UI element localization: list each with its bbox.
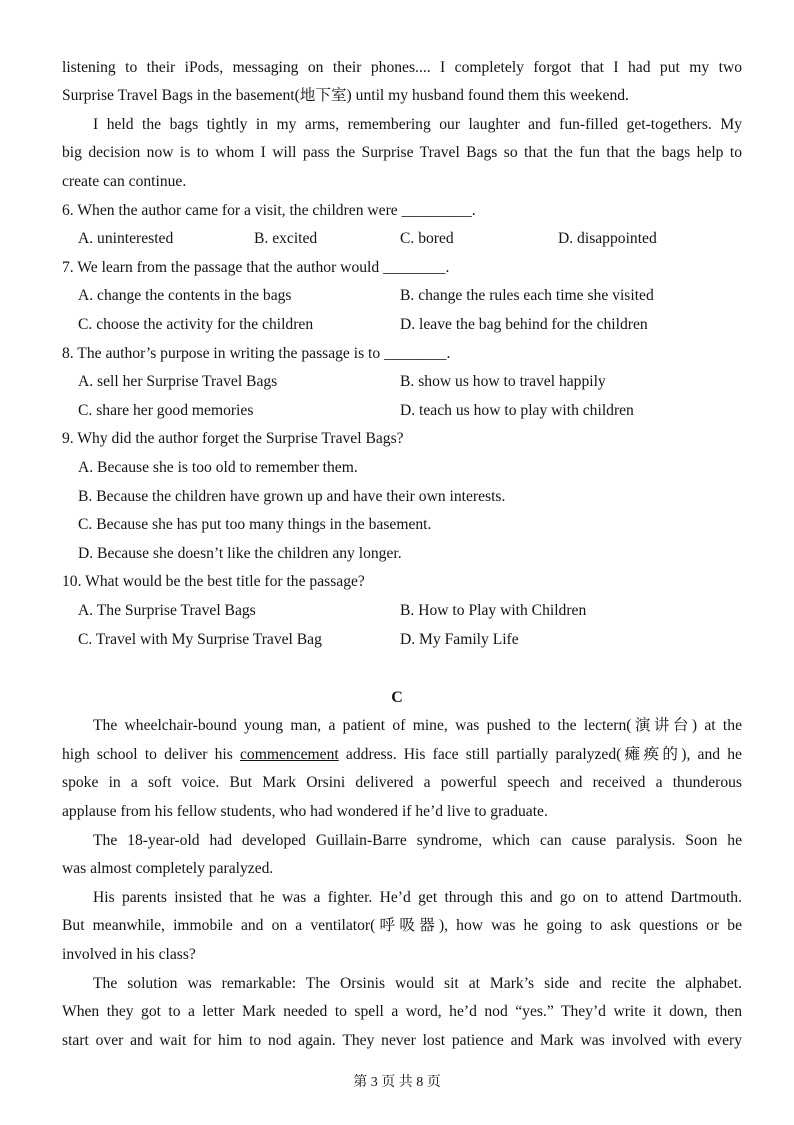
question-10-option-c: C. Travel with My Surprise Travel Bag xyxy=(78,631,322,648)
passage-c-line: His parents insisted that he was a fighter. He’d get through this and go on to attend Dartmouth. xyxy=(93,889,742,906)
passage-c-heading: C xyxy=(391,689,403,706)
passage-c-line: The 18-year-old had developed Guillain-Barre syndrome, which can cause paralysis. Soon he xyxy=(93,832,742,849)
passage-b-line: Surprise Travel Bags in the basement(地下室) until my husband found them this weekend. xyxy=(62,87,629,104)
question-7-option-a: A. change the contents in the bags xyxy=(78,287,292,304)
question-6-stem: 6. When the author came for a visit, the children were _________. xyxy=(62,202,476,219)
passage-c-line: applause from his fellow students, who had wondered if he’d live to graduate. xyxy=(62,803,548,820)
question-7-stem: 7. We learn from the passage that the author would ________. xyxy=(62,259,450,276)
question-8-option-d: D. teach us how to play with children xyxy=(400,402,634,419)
question-6-option-b: B. excited xyxy=(254,230,318,247)
question-7-option-d: D. leave the bag behind for the children xyxy=(400,316,648,333)
passage-b-paragraph-line: I held the bags tightly in my arms, remembering our laughter and fun-filled get-togethers. My xyxy=(93,116,742,133)
passage-b-line: listening to their iPods, messaging on their phones.... I completely forgot that I had put my two xyxy=(62,59,742,76)
question-9-option-d: D. Because she doesn’t like the children any longer. xyxy=(78,545,402,562)
passage-c-line: involved in his class? xyxy=(62,946,196,963)
question-7-option-c: C. choose the activity for the children xyxy=(78,316,314,333)
passage-c-line: When they got to a letter Mark needed to spell a word, he’d nod “yes.” They’d write it down, then xyxy=(62,1003,742,1020)
passage-c-text: high school to deliver his xyxy=(62,746,241,763)
question-8-option-a: A. sell her Surprise Travel Bags xyxy=(78,373,278,390)
passage-c-text: address. His face still partially paralyzed(瘫痪的), and he xyxy=(338,746,742,763)
question-10-option-d: D. My Family Life xyxy=(400,631,519,648)
question-8-option-b: B. show us how to travel happily xyxy=(400,373,606,390)
passage-b-paragraph-line: create can continue. xyxy=(62,173,187,190)
question-9-option-b: B. Because the children have grown up and have their own interests. xyxy=(78,488,506,505)
passage-c-line: was almost completely paralyzed. xyxy=(62,860,274,877)
question-10-option-a: A. The Surprise Travel Bags xyxy=(78,602,256,619)
underlined-word-commencement: commencement xyxy=(240,746,339,763)
question-6-option-a: A. uninterested xyxy=(78,230,174,247)
passage-c-line: spoke in a soft voice. But Mark Orsini delivered a powerful speech and received a thunderous xyxy=(62,774,742,791)
passage-c-line: But meanwhile, immobile and on a ventilator(呼吸器), how was he going to ask questions or be xyxy=(62,917,742,934)
question-9-option-a: A. Because she is too old to remember them. xyxy=(78,459,358,476)
question-10-stem: 10. What would be the best title for the passage? xyxy=(62,573,365,590)
page-number-footer: 第 3 页 共 8 页 xyxy=(353,1075,441,1090)
question-8-stem: 8. The author’s purpose in writing the passage is to ________. xyxy=(62,345,451,362)
question-6-option-c: C. bored xyxy=(400,230,454,247)
passage-c-line: The solution was remarkable: The Orsinis would sit at Mark’s side and recite the alphabet. xyxy=(93,975,742,992)
question-6-option-d: D. disappointed xyxy=(558,230,657,247)
question-9-stem: 9. Why did the author forget the Surprise Travel Bags? xyxy=(62,430,404,447)
question-9-option-c: C. Because she has put too many things in the basement. xyxy=(78,516,432,533)
passage-c-line xyxy=(62,741,742,769)
passage-b-paragraph-line: big decision now is to whom I will pass the Surprise Travel Bags so that the fun that the bags help to xyxy=(62,144,742,161)
question-8-option-c: C. share her good memories xyxy=(78,402,254,419)
passage-c-line: start over and wait for him to nod again. They never lost patience and Mark was involved with every xyxy=(62,1032,742,1049)
question-10-option-b: B. How to Play with Children xyxy=(400,602,587,619)
question-7-option-b: B. change the rules each time she visited xyxy=(400,287,654,304)
passage-c-line: The wheelchair-bound young man, a patient of mine, was pushed to the lectern(演讲台) at the xyxy=(93,717,742,734)
